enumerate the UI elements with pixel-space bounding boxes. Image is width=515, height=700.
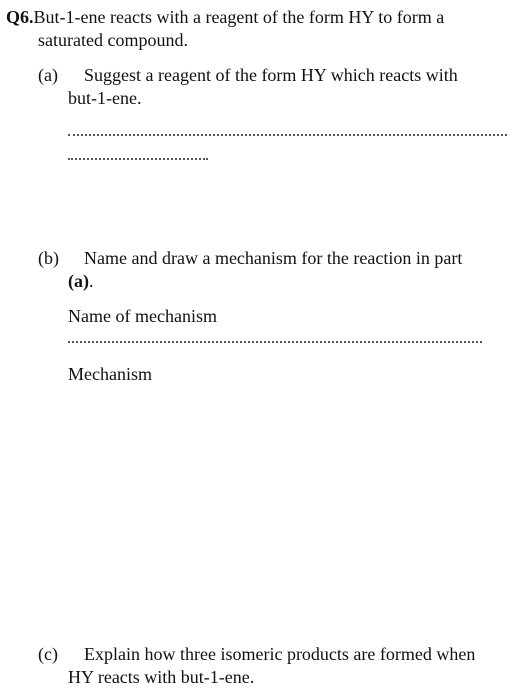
mechanism-name-label: Name of mechanism (68, 306, 217, 326)
mechanism-label: Mechanism (68, 364, 152, 384)
part-a-label: (a) (38, 65, 58, 85)
question-stem-line1: But-1-ene reacts with a reagent of the form HY to form a (33, 7, 445, 27)
part-c-text-line1: Explain how three isomeric products are formed when (84, 644, 476, 664)
part-c-text-line2: HY reacts with but-1-ene. (68, 667, 255, 687)
part-b-reference: (a) (68, 271, 89, 291)
part-a-answer-line-1[interactable] (68, 134, 507, 136)
mechanism-answer-space[interactable] (68, 395, 498, 620)
part-a-answer-line-2[interactable] (68, 158, 208, 160)
mechanism-name-answer-line[interactable] (68, 341, 482, 343)
part-b-reference-tail: . (89, 271, 94, 291)
part-c-label: (c) (38, 644, 58, 664)
question-number: Q6. (6, 7, 34, 27)
part-b-text-line1: Name and draw a mechanism for the reaction in part (84, 248, 463, 268)
question-stem-line2: saturated compound. (38, 30, 188, 50)
question-stem (6, 6, 511, 29)
part-b-label: (b) (38, 248, 59, 268)
part-a-text-line2: but-1-ene. (68, 88, 142, 108)
part-b-text-line2 (68, 270, 94, 293)
part-a-text-line1: Suggest a reagent of the form HY which reacts with (84, 65, 458, 85)
